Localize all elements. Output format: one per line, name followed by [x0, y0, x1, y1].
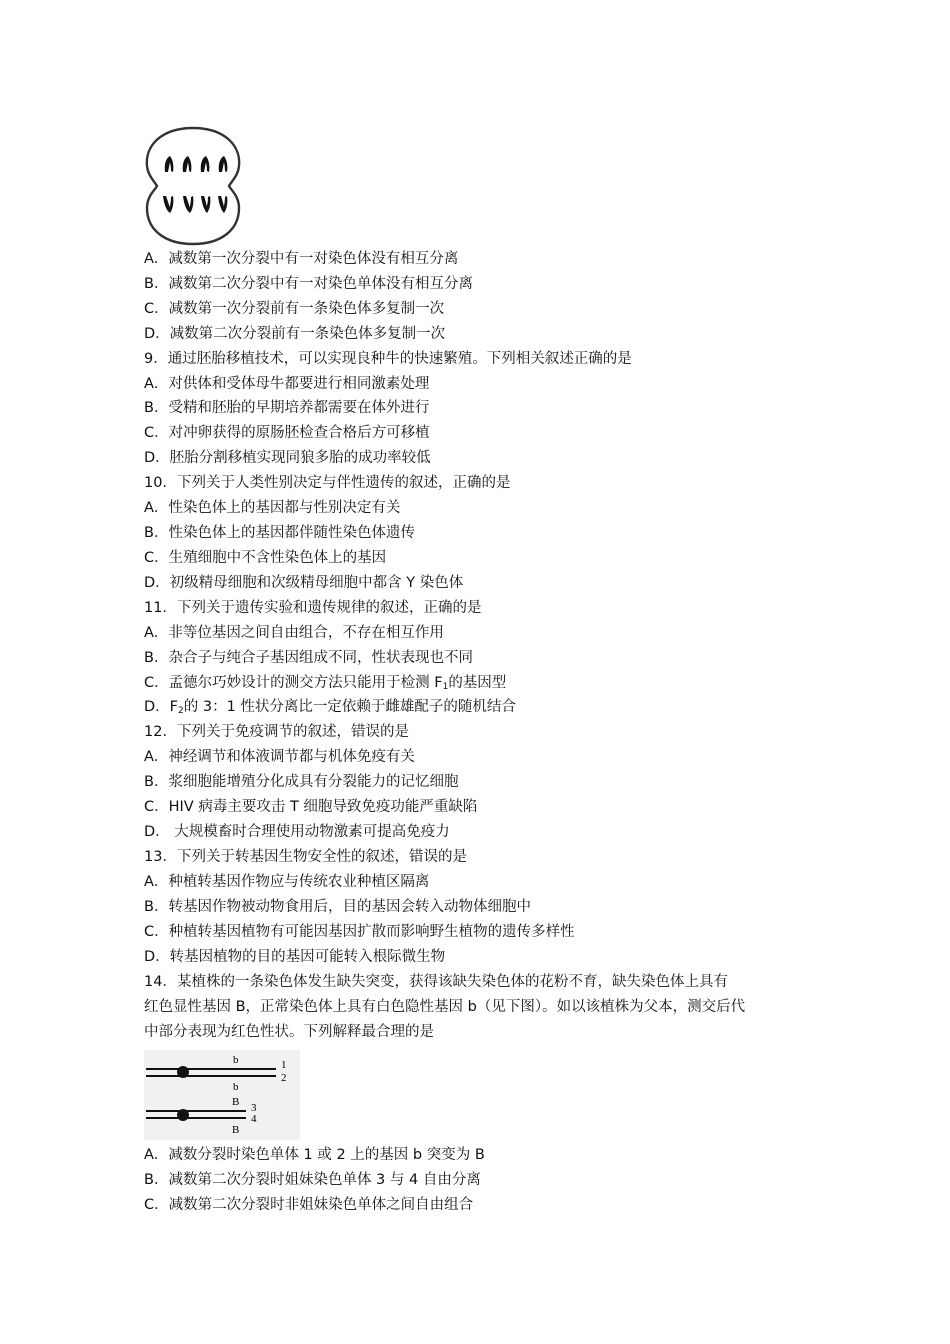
q11-option-c-tail: 的基因型	[448, 675, 507, 691]
cell-membrane	[147, 128, 239, 244]
label-4: 4	[251, 1113, 257, 1125]
q11-option-c-text: C．孟德尔巧妙设计的测交方法只能用于检测 F	[144, 675, 443, 691]
q11-option-d-subscript: 2	[178, 706, 184, 716]
q11-option-d-tail: 的 3：1 性状分离比一定依赖于雌雄配子的随机结合	[183, 699, 516, 715]
q12-option-d: D． 大规模畜时合理使用动物激素可提高免疫力	[144, 824, 450, 840]
q14-option-c: C．减数第二次分裂时非姐妹染色单体之间自由组合	[144, 1197, 474, 1213]
q12-stem: 12．下列关于免疫调节的叙述，错误的是	[144, 724, 409, 740]
chromosome-pair-figure	[144, 1050, 300, 1140]
label-B-bottom: B	[232, 1124, 240, 1136]
q11-option-d-text: D．F	[144, 699, 179, 715]
label-3: 3	[251, 1102, 257, 1114]
q11-option-c	[144, 674, 824, 692]
q14-stem-line-3: 中部分表现为红色性状。下列解释最合理的是	[144, 1024, 434, 1040]
q14-stem-line-2: 红色显性基因 B，正常染色体上具有白色隐性基因 b（见下图）。如以该植株为父本，测交后代	[144, 999, 746, 1015]
q9-option-c: C．对冲卵获得的原肠胚检查合格后方可移植	[144, 425, 430, 441]
q10-option-a: A．性染色体上的基因都与性别决定有关	[144, 500, 401, 516]
q11-option-b: B．杂合子与纯合子基因组成不同，性状表现也不同	[144, 650, 473, 666]
q14-option-a: A．减数分裂时染色单体 1 或 2 上的基因 b 突变为 B	[144, 1147, 485, 1163]
q10-stem: 10．下列关于人类性别决定与伴性遗传的叙述，正确的是	[144, 475, 511, 491]
q12-option-b: B．浆细胞能增殖分化成具有分裂能力的记忆细胞	[144, 774, 459, 790]
q8-option-c: C．减数第一次分裂前有一条染色体多复制一次	[144, 301, 445, 317]
q9-stem: 9．通过胚胎移植技术，可以实现良种牛的快速繁殖。下列相关叙述正确的是	[144, 351, 632, 367]
q11-option-d	[144, 698, 824, 716]
q13-option-b: B．转基因作物被动物食用后，目的基因会转入动物体细胞中	[144, 899, 531, 915]
q10-option-b: B．性染色体上的基因都伴随性染色体遗传	[144, 525, 415, 541]
q8-option-a: A．减数第一次分裂中有一对染色体没有相互分离	[144, 251, 459, 267]
label-b-top: b	[233, 1054, 239, 1066]
q8-option-d: D．减数第二次分裂前有一条染色体多复制一次	[144, 326, 446, 342]
q13-option-d: D．转基因植物的目的基因可能转入根际微生物	[144, 949, 446, 965]
q9-option-d: D．胚胎分割移植实现同狼多胎的成功率较低	[144, 450, 431, 466]
q11-option-a: A．非等位基因之间自由组合，不存在相互作用	[144, 625, 444, 641]
lower-chromosomes	[163, 196, 227, 213]
q10-option-c: C．生殖细胞中不含性染色体上的基因	[144, 550, 387, 566]
cell-division-figure	[143, 124, 243, 248]
q9-option-b: B．受精和胚胎的早期培养都需要在体外进行	[144, 400, 430, 416]
q12-option-a: A．神经调节和体液调节都与机体免疫有关	[144, 749, 415, 765]
q11-option-c-subscript: 1	[442, 682, 449, 692]
q13-option-c: C．种植转基因植物有可能因基因扩散而影响野生植物的遗传多样性	[144, 924, 575, 940]
q14-option-b: B．减数第二次分裂时姐妹染色单体 3 与 4 自由分离	[144, 1172, 481, 1188]
q10-option-d: D．初级精母细胞和次级精母细胞中都含 Y 染色体	[144, 575, 464, 591]
q14-stem-line-1: 14．某植株的一条染色体发生缺失突变，获得该缺失染色体的花粉不育，缺失染色体上具有	[144, 974, 728, 990]
label-2: 2	[281, 1072, 287, 1084]
upper-chromosomes	[165, 156, 228, 172]
centromere-upper	[177, 1066, 189, 1078]
q9-option-a: A．对供体和受体母牛都要进行相同激素处理	[144, 376, 430, 392]
centromere-lower	[177, 1109, 189, 1121]
label-B-top: B	[232, 1096, 240, 1108]
q13-option-a: A．种植转基因作物应与传统农业种植区隔离	[144, 874, 430, 890]
label-1: 1	[281, 1059, 287, 1071]
label-b-bottom: b	[233, 1081, 239, 1093]
q13-stem: 13．下列关于转基因生物安全性的叙述，错误的是	[144, 849, 467, 865]
q12-option-c: C．HIV 病毒主要攻击 T 细胞导致免疫功能严重缺陷	[144, 799, 478, 815]
q8-option-b: B．减数第二次分裂中有一对染色单体没有相互分离	[144, 276, 473, 292]
q11-stem: 11．下列关于遗传实验和遗传规律的叙述，正确的是	[144, 600, 482, 616]
